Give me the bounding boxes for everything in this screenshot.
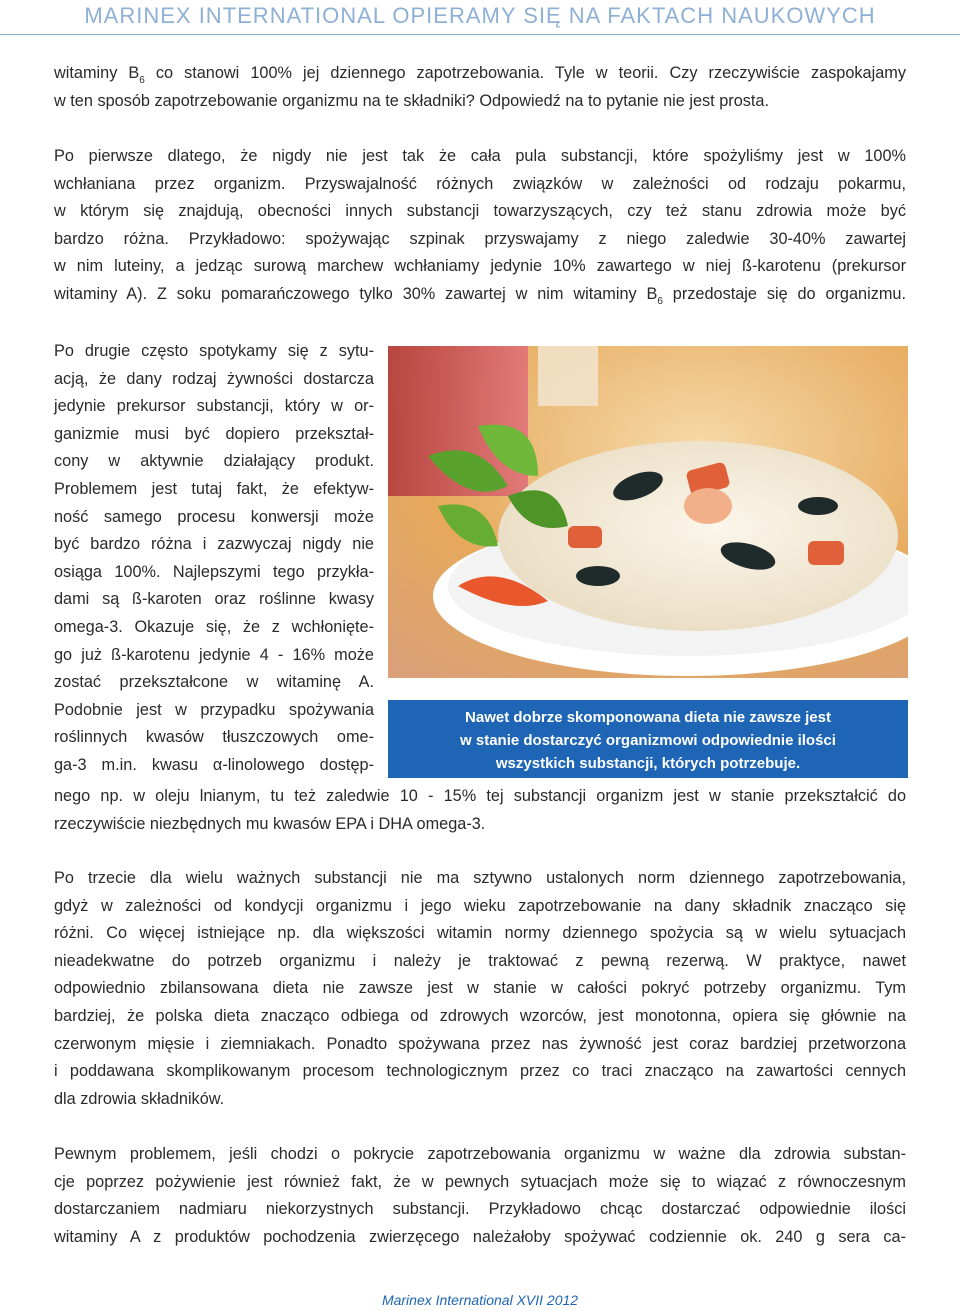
rice-seafood-salad-illustration bbox=[388, 346, 908, 678]
text-line: Po trzecie dla wielu ważnych substancji nie ma sztywno ustalonych norm dziennego zapotrzebowania, bbox=[54, 869, 906, 887]
text-line: osiąga 100%. Najlepszymi tego przykła- bbox=[54, 562, 374, 581]
text-line: Problemem jest tutaj fakt, że efektyw- bbox=[54, 479, 374, 498]
intro-line-1 bbox=[54, 60, 906, 88]
intro-paragraph bbox=[54, 60, 906, 115]
text-line: ność samego procesu konwersji może bbox=[54, 507, 374, 526]
intro-line-2: w ten sposób zapotrzebowanie organizmu na te składniki? Odpowiedź na to pytanie nie jest prosta. bbox=[54, 91, 769, 110]
text-line: cony w aktywnie działający produkt. bbox=[54, 452, 374, 471]
text-line: i poddawana skomplikowanym procesom technologicznym przez co traci znacząco na zawartości cennych bbox=[54, 1062, 906, 1081]
callout-line: wszystkich substancji, których potrzebuje. bbox=[495, 755, 801, 772]
paragraph-second-reason-column bbox=[54, 338, 374, 780]
text-line: Podobnie jest w przypadku spożywania bbox=[54, 700, 374, 719]
text-line: Po pierwsze dlatego, że nigdy nie jest tak że cała pula substancji, które spożyliśmy jest w 100% bbox=[54, 147, 906, 165]
paragraph-problem bbox=[54, 1141, 906, 1251]
text-line: ganizmie musi być dopiero przekształ- bbox=[54, 424, 374, 443]
text-line: zostać przekształcone w witaminę A. bbox=[54, 673, 374, 692]
text-line: być bardzo różna i zazwyczaj nigdy nie bbox=[54, 535, 374, 554]
food-photo bbox=[388, 346, 908, 678]
text-line: w nim luteiny, a jedząc surową marchew wchłaniamy jedynie 10% zawartego w niej ß-karotenu (prekursor bbox=[54, 257, 906, 276]
text-line: go już ß-karotenu jedynie 4 - 16% może bbox=[54, 645, 374, 664]
paragraph-second-reason-tail bbox=[54, 783, 906, 838]
text-line: w którym się znajdują, obecności innych substancji towarzyszących, czy też stanu zdrowia może być bbox=[54, 202, 906, 221]
text-line: jedynie prekursor substancji, który w or- bbox=[54, 397, 374, 416]
header-title: MARINEX INTERNATIONAL OPIERAMY SIĘ NA FAKTACH NAUKOWYCH bbox=[84, 3, 876, 28]
text-line: Pewnym problemem, jeśli chodzi o pokrycie zapotrzebowania organizmu w ważne dla zdrowia substan- bbox=[54, 1145, 906, 1163]
text-line: omega-3. Okazuje się, że z wchłonięte- bbox=[54, 617, 374, 636]
text-line: różni. Co więcej istniejące np. dla większości witamin normy dziennego spożycia są w wielu sytuacjach bbox=[54, 924, 906, 943]
text-line: nego np. w oleju lnianym, tu też zaledwie 10 - 15% tej substancji organizm jest w stanie przekształcić do bbox=[54, 787, 906, 805]
text-line: bardzo różna. Przykładowo: spożywając szpinak przyswajamy z niego zaledwie 30-40% zawartej bbox=[54, 229, 906, 248]
highlight-callout bbox=[388, 700, 908, 778]
text-line: rzeczywiście niezbędnych mu kwasów EPA i DHA omega-3. bbox=[54, 814, 486, 833]
paragraph-third-reason bbox=[54, 865, 906, 1113]
text-line: roślinnych kwasów tłuszczowych ome- bbox=[54, 728, 374, 747]
text-line: dostarczaniem nadmiaru niekorzystnych substancji. Przykładowo chcąc dostarczać odpowiednie ilości bbox=[54, 1200, 906, 1219]
subscript: 6 bbox=[657, 295, 663, 307]
intro-text: witaminy B bbox=[54, 64, 140, 82]
text-line: cje poprzez pożywienie jest również fakt, że w pewnych sytuacjach może się to wiązać z równoczesnym bbox=[54, 1172, 906, 1191]
callout-line: w stanie dostarczyć organizmowi odpowiednie ilości bbox=[460, 732, 836, 749]
paragraph-first-reason bbox=[54, 143, 906, 309]
page-header bbox=[0, 0, 960, 35]
subscript: 6 bbox=[139, 75, 145, 86]
text-line-part: przedostaje się do organizmu. bbox=[662, 284, 906, 303]
text-line: gdyż w zależności od kondycji organizmu i jego wieku zapotrzebowanie na dany składnik znacząco się bbox=[54, 896, 906, 915]
text-line: nieadekwatne do potrzeb organizmu i należy je traktować z pewną rezerwą. W praktyce, nawet bbox=[54, 951, 906, 970]
text-line: ga-3 m.in. kwasu α-linolowego dostęp- bbox=[54, 755, 374, 774]
text-line: czerwonym mięsie i ziemniakach. Ponadto spożywana przez nas żywność jest coraz bardziej przetworzona bbox=[54, 1034, 906, 1053]
text-line: Po drugie często spotykamy się z sytu- bbox=[54, 342, 374, 360]
text-line: odpowiednio zbilansowana dieta nie zawsze jest w stanie w całości pokryć potrzeby organizmu. Tym bbox=[54, 979, 906, 998]
text-line bbox=[54, 281, 906, 309]
text-line: bardziej, że polska dieta znacząco odbiega od zdrowych wzorców, jest monotonna, opiera się głównie na bbox=[54, 1006, 906, 1025]
intro-text: co stanowi 100% jej dziennego zapotrzebowania. Tyle w teorii. Czy rzeczywiście zaspokajamy bbox=[144, 64, 906, 82]
page-footer: Marinex International XVII 2012 bbox=[381, 1292, 579, 1308]
text-line: wchłaniana przez organizm. Przyswajalność różnych związków w zależności od rodzaju pokarmu, bbox=[54, 174, 906, 193]
text-line: dla zdrowia składników. bbox=[54, 1089, 225, 1108]
text-line: witaminy A z produktów pochodzenia zwierzęcego należałoby spożywać codziennie ok. 240 g sera ca- bbox=[54, 1227, 906, 1246]
text-line-part: witaminy A). Z soku pomarańczowego tylko 30% zawartej w nim witaminy B bbox=[54, 284, 658, 303]
callout-line: Nawet dobrze skomponowana dieta nie zawsze jest bbox=[465, 709, 831, 726]
text-line: acją, że dany rodzaj żywności dostarcza bbox=[54, 369, 374, 388]
text-line: dami są ß-karoten oraz roślinne kwasy bbox=[54, 590, 374, 609]
